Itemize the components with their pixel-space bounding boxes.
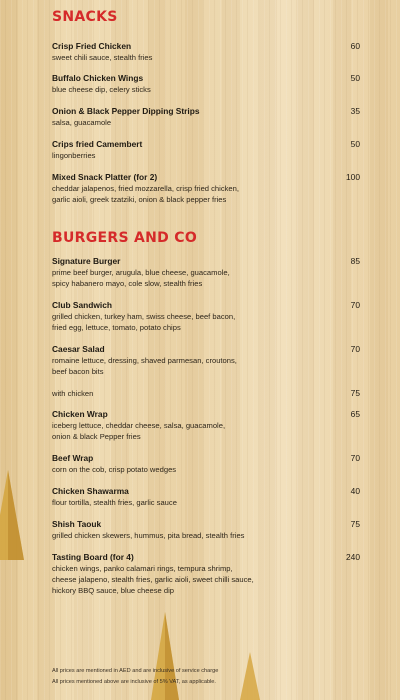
item-description: iceberg lettuce, cheddar cheese, salsa, guacamole, onion & black Pepper fries	[52, 421, 226, 441]
menu-item	[52, 256, 360, 289]
item-name: Club Sandwich	[52, 300, 113, 310]
menu-item	[52, 41, 360, 63]
menu-item	[52, 552, 360, 596]
menu-item	[52, 344, 360, 377]
item-description: grilled chicken skewers, hummus, pita bread, stealth fries	[52, 531, 245, 540]
item-price: 65	[350, 409, 360, 419]
item-description: grilled chicken, turkey ham, swiss cheese, beef bacon, fried egg, lettuce, tomato, potato chips	[52, 312, 236, 332]
menu-item	[52, 453, 360, 475]
item-price: 60	[350, 41, 360, 51]
item-price: 85	[350, 256, 360, 266]
item-name: Shish Taouk	[52, 519, 102, 529]
item-name: Crips fried Camembert	[52, 139, 143, 149]
item-name: Chicken Wrap	[52, 409, 108, 419]
section-title-snacks: SNACKS	[52, 9, 118, 25]
item-price: 70	[350, 453, 360, 463]
item-description: flour tortilla, stealth fries, garlic sauce	[52, 498, 177, 507]
item-description: sweet chili sauce, stealth fries	[52, 53, 153, 62]
item-name: Buffalo Chicken Wings	[52, 73, 144, 83]
item-description: lingonberries	[52, 151, 96, 160]
menu-item	[52, 519, 360, 541]
gold-triangle-decoration-bottom	[235, 652, 265, 700]
item-price: 50	[350, 139, 360, 149]
item-description: blue cheese dip, celery sticks	[52, 85, 151, 94]
menu-item	[52, 172, 360, 205]
item-description: with chicken	[52, 389, 94, 398]
item-price: 75	[350, 388, 360, 398]
item-description: romaine lettuce, dressing, shaved parmesan, croutons, beef bacon bits	[52, 356, 237, 376]
gold-triangle-decoration-left	[0, 470, 40, 560]
item-description: chicken wings, panko calamari rings, tempura shrimp, cheese jalapeno, stealth fries, garlic aioli, sweet chilli sauce, hickory BBQ sauce, blue cheese dip	[52, 564, 254, 595]
item-name: Tasting Board (for 4)	[52, 552, 134, 562]
menu-item	[52, 139, 360, 161]
item-name: Mixed Snack Platter (for 2)	[52, 172, 158, 182]
menu-item	[52, 106, 360, 128]
item-price: 40	[350, 486, 360, 496]
item-name: Crisp Fried Chicken	[52, 41, 132, 51]
item-name: Beef Wrap	[52, 453, 94, 463]
item-description: prime beef burger, arugula, blue cheese, guacamole, spicy habanero mayo, cole slow, stealth fries	[52, 268, 230, 288]
item-description: cheddar jalapenos, fried mozzarella, crisp fried chicken, garlic aioli, greek tzatziki, onion & black pepper fries	[52, 184, 239, 204]
item-price: 100	[346, 172, 360, 182]
item-price: 35	[350, 106, 360, 116]
item-name: Signature Burger	[52, 256, 121, 266]
item-name: Onion & Black Pepper Dipping Strips	[52, 106, 200, 116]
menu-item	[52, 486, 360, 508]
footnote-service-charge: All prices are mentioned in AED and are inclusive of service charge	[52, 668, 219, 674]
item-price: 70	[350, 344, 360, 354]
item-description: corn on the cob, crisp potato wedges	[52, 465, 177, 474]
item-price: 240	[346, 552, 360, 562]
menu-item-variant	[52, 388, 360, 399]
item-description: salsa, guacamole	[52, 118, 112, 127]
section-title-burgers-and-co: BURGERS AND CO	[52, 230, 198, 246]
menu-item	[52, 300, 360, 333]
item-price: 75	[350, 519, 360, 529]
item-name: Chicken Shawarma	[52, 486, 129, 496]
footnote-vat: All prices mentioned above are inclusive of 5% VAT, as applicable.	[52, 679, 216, 685]
item-price: 70	[350, 300, 360, 310]
menu-item	[52, 73, 360, 95]
item-name: Caesar Salad	[52, 344, 105, 354]
menu-item	[52, 409, 360, 442]
gold-triangle-decoration-right	[145, 612, 185, 700]
item-price: 50	[350, 73, 360, 83]
